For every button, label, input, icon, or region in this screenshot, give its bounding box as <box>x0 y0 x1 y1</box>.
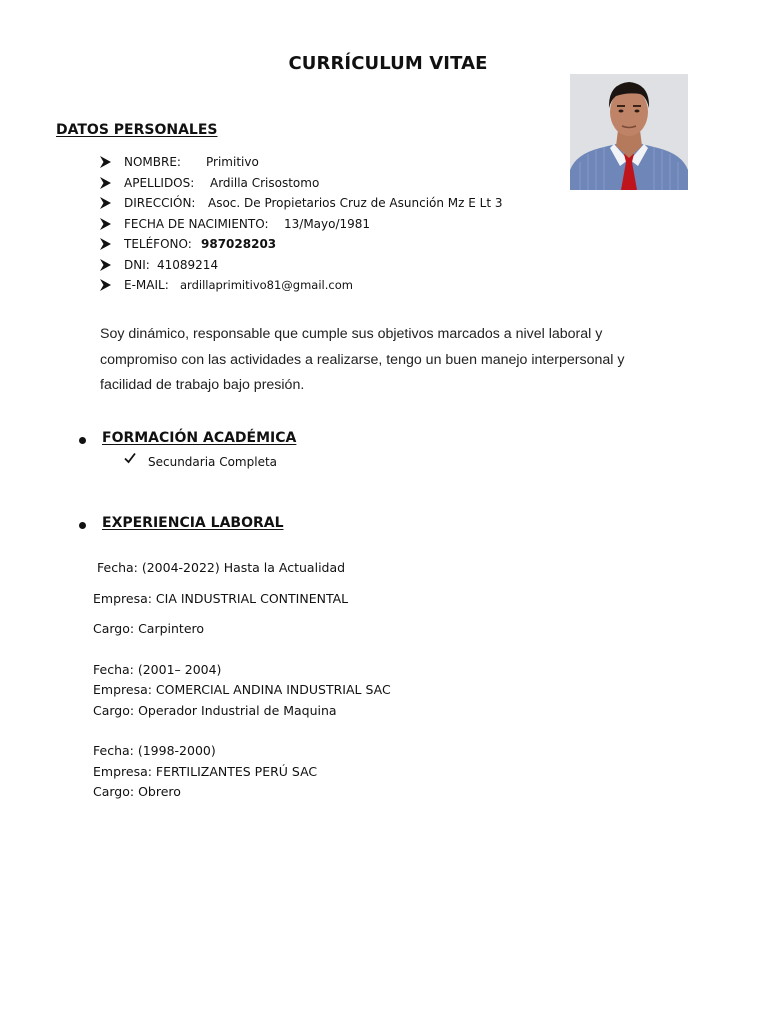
section-heading-experience: EXPERIENCIA LABORAL <box>102 515 284 531</box>
field-value: Ardilla Crisostomo <box>210 176 320 190</box>
checkmark-icon <box>124 452 136 464</box>
job-cargo: Cargo: Obrero <box>93 784 181 799</box>
job-cargo: Cargo: Carpintero <box>93 621 205 636</box>
arrowhead-bullet-icon <box>100 156 111 168</box>
education-item: Secundaria Completa <box>148 455 278 469</box>
field-value: 41089214 <box>157 258 219 272</box>
summary-line: Soy dinámico, responsable que cumple sus objetivos marcados a nivel laboral y <box>100 326 603 342</box>
section-heading-education: FORMACIÓN ACADÉMICA <box>102 430 297 446</box>
field-label: DNI: <box>124 258 150 272</box>
profile-summary <box>100 322 690 399</box>
round-bullet-icon <box>79 437 86 444</box>
field-value: 13/Mayo/1981 <box>284 217 371 231</box>
job-empresa: Empresa: FERTILIZANTES PERÚ SAC <box>93 764 318 779</box>
arrowhead-bullet-icon <box>100 279 111 291</box>
field-label: TELÉFONO: <box>124 237 192 251</box>
arrowhead-bullet-icon <box>100 259 111 271</box>
arrowhead-bullet-icon <box>100 218 111 230</box>
profile-photo <box>570 74 688 190</box>
field-label: E-MAIL: <box>124 278 169 292</box>
field-label: APELLIDOS: <box>124 176 195 190</box>
summary-line: compromiso con las actividades a realizarse, tengo un buen manejo interpersonal y <box>100 351 625 368</box>
person-illustration <box>570 74 688 190</box>
field-value: Primitivo <box>206 155 259 169</box>
job-fecha: Fecha: (2001– 2004) <box>93 662 222 677</box>
page-title: CURRÍCULUM VITAE <box>288 53 488 74</box>
field-value: 987028203 <box>201 237 277 251</box>
summary-line: facilidad de trabajo bajo presión. <box>100 377 305 393</box>
job-empresa: Empresa: CIA INDUSTRIAL CONTINENTAL <box>93 591 349 606</box>
job-cargo: Cargo: Operador Industrial de Maquina <box>93 703 337 718</box>
email-value: ardillaprimitivo81@gmail.com <box>180 278 353 292</box>
field-label: FECHA DE NACIMIENTO: <box>124 217 269 231</box>
arrowhead-bullet-icon <box>100 177 111 189</box>
section-heading-personal: DATOS PERSONALES <box>56 122 218 138</box>
arrowhead-bullet-icon <box>100 197 111 209</box>
round-bullet-icon <box>79 522 86 529</box>
job-fecha: Fecha: (2004-2022) Hasta la Actualidad <box>97 560 346 575</box>
field-label: NOMBRE: <box>124 155 181 169</box>
field-value: Asoc. De Propietarios Cruz de Asunción Mz E Lt 3 <box>208 196 503 210</box>
arrowhead-bullet-icon <box>100 238 111 250</box>
job-empresa: Empresa: COMERCIAL ANDINA INDUSTRIAL SAC <box>93 682 391 697</box>
job-fecha: Fecha: (1998-2000) <box>93 743 216 758</box>
field-label: DIRECCIÓN: <box>124 196 196 210</box>
